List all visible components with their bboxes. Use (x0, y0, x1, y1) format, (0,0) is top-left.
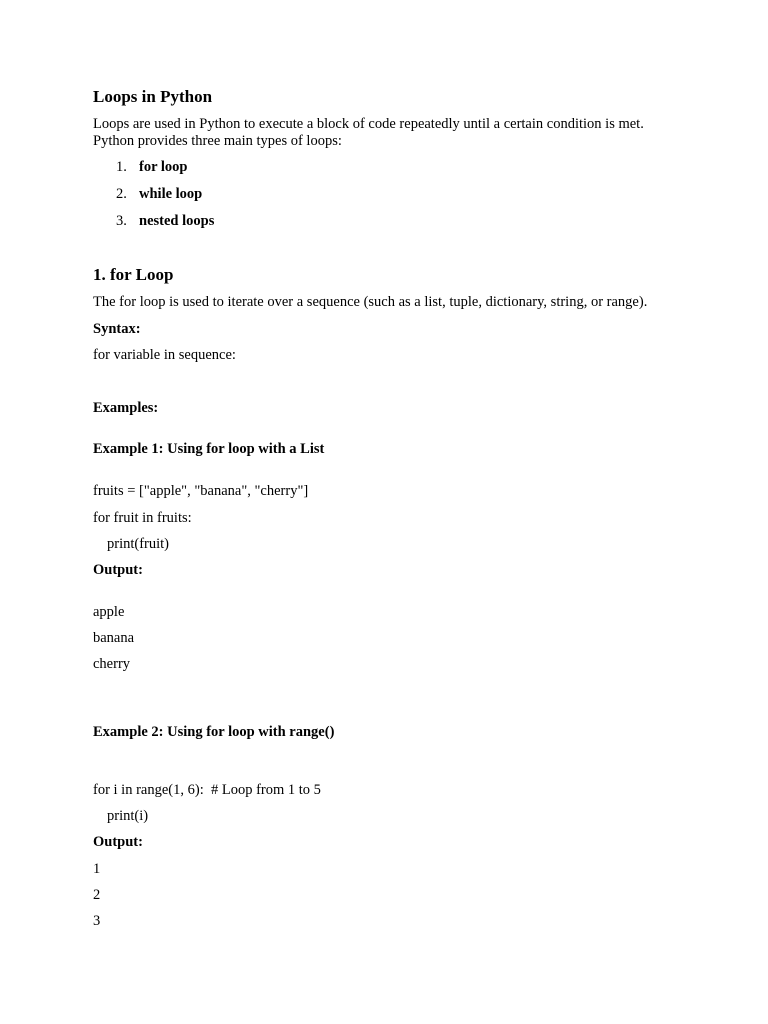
example-1-code-line: for fruit in fruits: (93, 510, 192, 526)
section-heading-for-loop: 1. for Loop (93, 265, 174, 284)
example-2-heading: Example 2: Using for loop with range() (93, 724, 335, 740)
syntax-label: Syntax: (93, 321, 141, 337)
examples-label: Examples: (93, 400, 159, 416)
list-item-number: 2. (116, 186, 127, 202)
list-item-number: 3. (116, 213, 127, 229)
list-item-number: 1. (116, 159, 127, 175)
example-1-output-line: apple (93, 604, 125, 620)
example-1-output-line: banana (93, 630, 135, 646)
example-1-heading: Example 1: Using for loop with a List (93, 441, 325, 457)
page-title: Loops in Python (93, 87, 213, 106)
example-1-code-line: print(fruit) (107, 536, 170, 552)
example-2-output-label: Output: (93, 834, 143, 850)
list-item-label: nested loops (139, 213, 215, 229)
example-2-output-line: 3 (93, 913, 101, 929)
example-2-code-line: print(i) (107, 808, 149, 824)
example-2-output-line: 2 (93, 887, 101, 903)
example-1-code-line: fruits = ["apple", "banana", "cherry"] (93, 483, 309, 499)
section-description: The for loop is used to iterate over a sequence (such as a list, tuple, dictionary, string, or range). (93, 294, 648, 310)
example-2-output-line: 1 (93, 861, 101, 877)
example-1-output-line: cherry (93, 656, 131, 672)
intro-line-2: Python provides three main types of loops: (93, 133, 342, 149)
syntax-code: for variable in sequence: (93, 347, 236, 363)
list-item-label: while loop (139, 186, 203, 202)
example-2-code-line: for i in range(1, 6): # Loop from 1 to 5 (93, 782, 321, 798)
example-1-output-label: Output: (93, 562, 143, 578)
intro-line-1: Loops are used in Python to execute a block of code repeatedly until a certain condition is met. (93, 116, 644, 132)
list-item-label: for loop (139, 159, 188, 175)
